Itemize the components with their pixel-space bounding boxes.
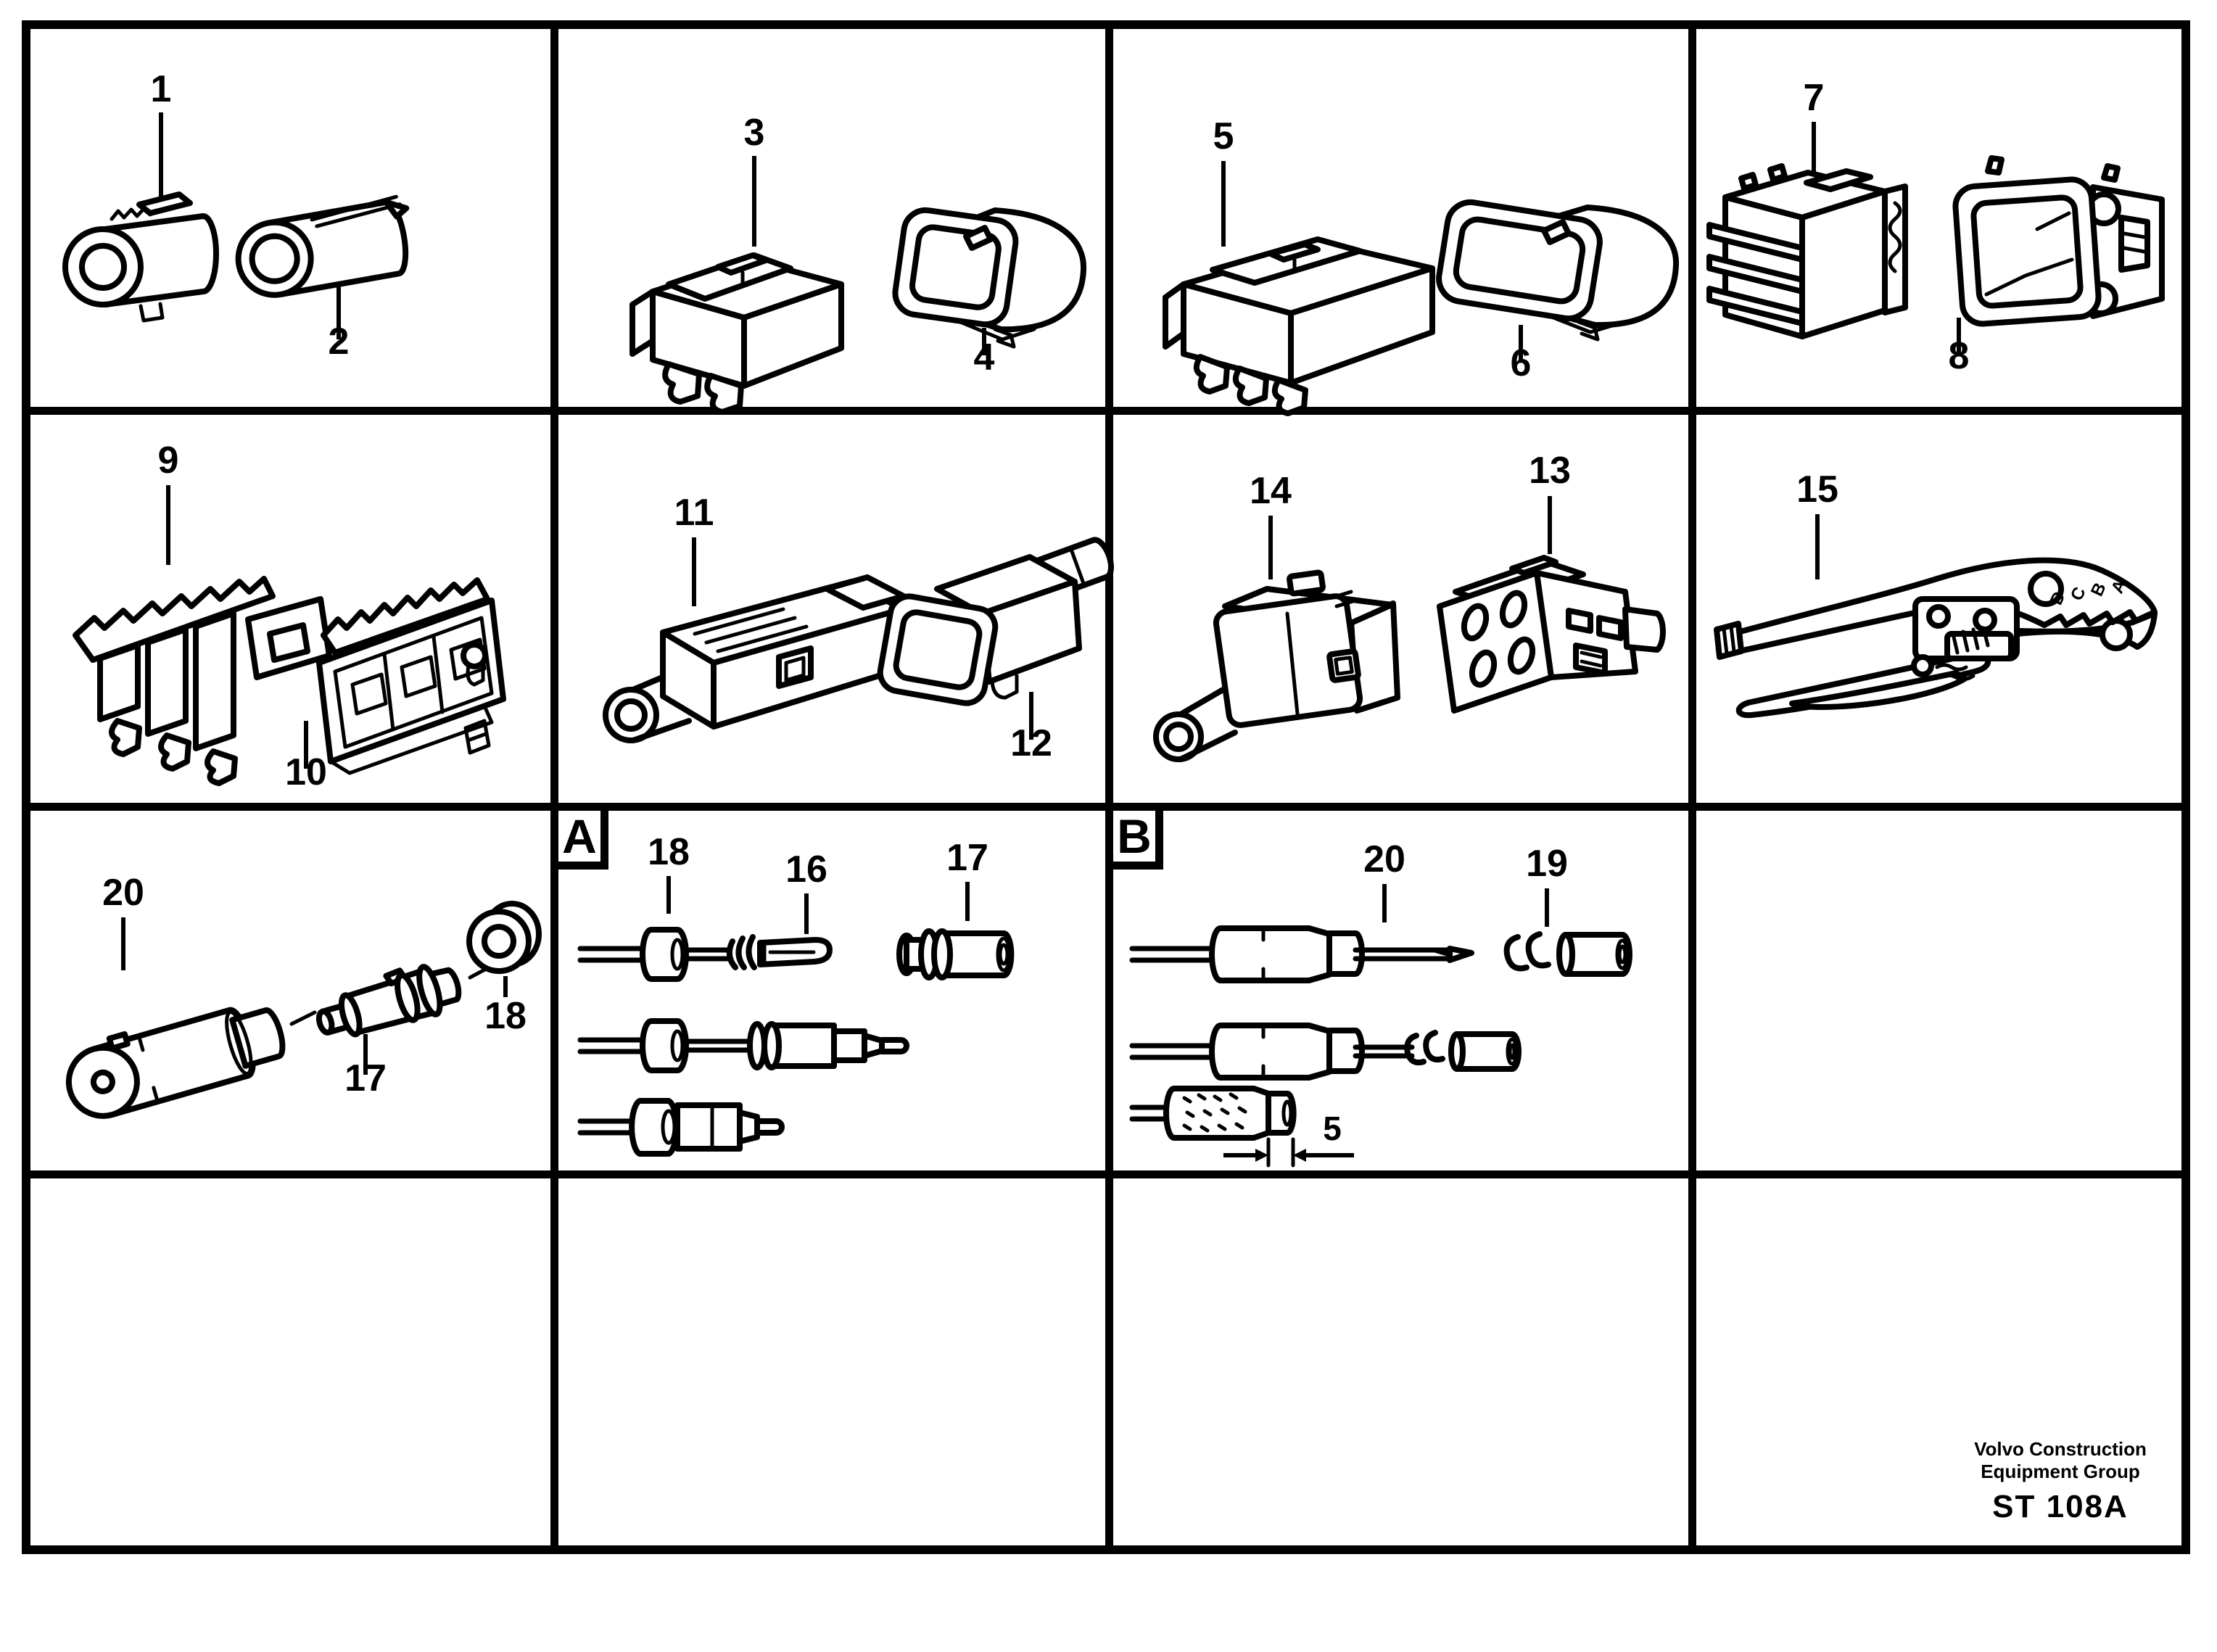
part-label-19: 19 bbox=[1526, 843, 1568, 885]
terminal-row-a2 bbox=[580, 1021, 907, 1070]
figure-code: ST 108A bbox=[1992, 1489, 2129, 1524]
part-10-drawing bbox=[319, 580, 503, 773]
grid-cell-r1c4 bbox=[1698, 29, 2189, 406]
grid-cell-r4c2-empty bbox=[560, 1180, 1104, 1553]
section-a-box bbox=[550, 803, 608, 870]
illustration-part-15 bbox=[1698, 416, 2189, 802]
section-a-label: A bbox=[562, 809, 597, 863]
part-20-drawing bbox=[59, 993, 289, 1124]
part-11-drawing bbox=[606, 577, 904, 740]
part-label-8: 8 bbox=[1948, 335, 1970, 377]
part-label-17a: 17 bbox=[946, 837, 988, 879]
crimping-tool-drawing bbox=[1717, 561, 2155, 716]
grid-cell-r4c3-empty bbox=[1115, 1180, 1688, 1553]
grid-line-horizontal-3 bbox=[22, 1170, 2190, 1178]
grid-cell-r2c2 bbox=[560, 416, 1104, 802]
terminal-row-b1 bbox=[1132, 928, 1630, 980]
grid-cell-r3c3-section-b bbox=[1115, 809, 1688, 1169]
part-label-7: 7 bbox=[1803, 77, 1825, 119]
part-label-6: 6 bbox=[1510, 342, 1532, 384]
part-17-drawing bbox=[312, 957, 464, 1046]
part-label-18a: 18 bbox=[648, 831, 690, 873]
illustration-parts-20-17-18 bbox=[30, 812, 550, 1169]
illustration-parts-3-4 bbox=[560, 29, 1104, 406]
illustration-parts-11-12 bbox=[560, 416, 1104, 802]
part-label-16: 16 bbox=[785, 848, 827, 891]
grid-cell-r3c2-section-a bbox=[560, 809, 1104, 1169]
part-14-drawing bbox=[1156, 572, 1398, 759]
part-18-drawing bbox=[469, 904, 539, 971]
part-5-drawing bbox=[1165, 239, 1432, 413]
illustration-parts-9-10 bbox=[30, 416, 550, 802]
illustration-parts-7-8 bbox=[1698, 29, 2189, 406]
axis-line bbox=[292, 1012, 315, 1024]
brand-line-2: Equipment Group bbox=[1981, 1461, 2140, 1482]
part-label-10: 10 bbox=[285, 751, 327, 793]
part-1-drawing bbox=[65, 194, 216, 321]
part-label-20: 20 bbox=[102, 872, 144, 914]
part-2-drawing bbox=[232, 195, 418, 300]
part-label-4: 4 bbox=[973, 336, 995, 379]
grid-cell-r3c1 bbox=[30, 812, 550, 1169]
title-block bbox=[1944, 1438, 2176, 1525]
part-label-14: 14 bbox=[1250, 470, 1292, 512]
jaw-mark-c: C bbox=[2066, 584, 2090, 604]
part-4-drawing bbox=[893, 207, 1083, 347]
illustration-section-b bbox=[1115, 812, 1688, 1169]
jaw-mark-d: D bbox=[2046, 588, 2070, 608]
dimension-label-5: 5 bbox=[1323, 1110, 1342, 1147]
terminal-row-b3 bbox=[1132, 1089, 1294, 1138]
illustration-parts-5-6 bbox=[1115, 29, 1688, 406]
brand-line-1: Volvo Construction bbox=[1974, 1438, 2147, 1460]
grid-cell-r4c1-empty bbox=[30, 1180, 550, 1553]
grid-cell-r1c1 bbox=[30, 29, 550, 406]
grid-cell-r2c3 bbox=[1115, 416, 1688, 802]
part-label-9: 9 bbox=[157, 439, 179, 482]
jaw-mark-b: B bbox=[2086, 579, 2110, 600]
part-8-drawing bbox=[1954, 158, 2162, 325]
part-12-drawing bbox=[878, 537, 1115, 706]
grid-cell-r3c4-empty bbox=[1698, 812, 2189, 1169]
section-b-box bbox=[1105, 803, 1163, 870]
part-label-1: 1 bbox=[150, 68, 172, 110]
section-b-label: B bbox=[1117, 809, 1152, 863]
illustration-parts-14-13 bbox=[1115, 416, 1688, 802]
part-6-drawing bbox=[1436, 199, 1677, 339]
part-3-drawing bbox=[632, 255, 841, 412]
grid-cell-r1c2 bbox=[560, 29, 1104, 406]
part-label-18: 18 bbox=[484, 995, 527, 1037]
jaw-mark-a: A bbox=[2107, 577, 2131, 597]
grid-line-horizontal-1 bbox=[22, 407, 2190, 415]
part-13-drawing bbox=[1440, 558, 1663, 711]
part-label-15: 15 bbox=[1796, 468, 1838, 511]
part-label-3: 3 bbox=[743, 112, 765, 154]
grid-cell-r4c4 bbox=[1698, 1180, 2189, 1553]
part-label-20b: 20 bbox=[1363, 838, 1405, 880]
grid-cell-r2c4 bbox=[1698, 416, 2189, 802]
terminal-row-b2 bbox=[1132, 1025, 1519, 1078]
grid-line-vertical-3 bbox=[1688, 20, 1696, 1554]
terminal-row-a1 bbox=[580, 930, 1011, 979]
part-7-drawing bbox=[1709, 166, 1905, 336]
terminal-row-a3 bbox=[580, 1101, 782, 1154]
grid-cell-r1c3 bbox=[1115, 29, 1688, 406]
grid-line-vertical-2 bbox=[1105, 20, 1113, 1554]
part-label-13: 13 bbox=[1529, 450, 1571, 492]
grid-line-vertical-1 bbox=[550, 20, 558, 1554]
grid-cell-r2c1 bbox=[30, 416, 550, 802]
part-label-2: 2 bbox=[328, 321, 350, 363]
illustration-parts-1-2 bbox=[30, 29, 550, 406]
part-label-12: 12 bbox=[1010, 722, 1052, 764]
illustration-section-a bbox=[560, 812, 1104, 1169]
part-label-17: 17 bbox=[344, 1057, 387, 1099]
part-label-11: 11 bbox=[674, 492, 714, 534]
part-label-5: 5 bbox=[1213, 115, 1234, 157]
